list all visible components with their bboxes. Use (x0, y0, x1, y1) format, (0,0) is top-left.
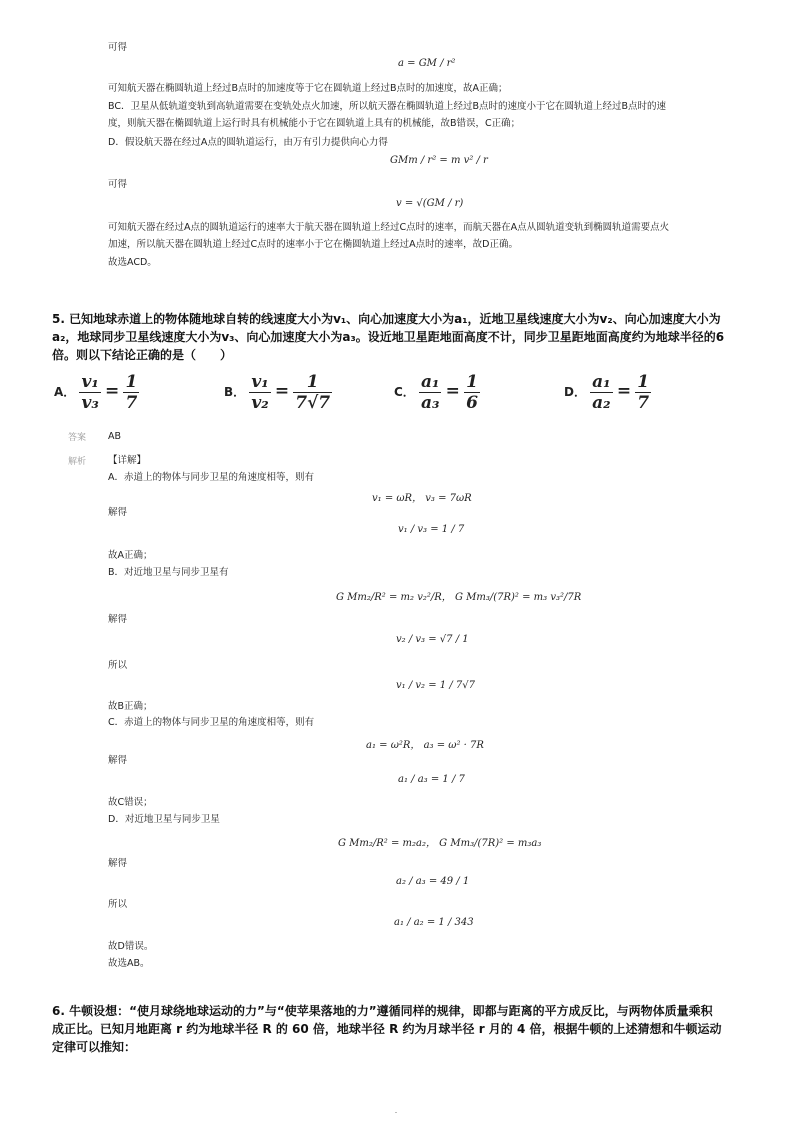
text-line: 故选ACD。 (108, 257, 157, 268)
formula-velocity: v = √(GM / r) (396, 198, 464, 209)
formula-line: G Mm₂/R² = m₂ v₂²/R， G Mm₃/(7R)² = m₃ v₃²/7R (336, 592, 582, 603)
fraction-denominator: v₃ (81, 393, 99, 413)
option-rhs-fraction (464, 372, 480, 413)
option-letter: D． (564, 385, 586, 399)
text-line: A．赤道上的物体与同步卫星的角速度相等，则有 (108, 472, 314, 483)
option-lhs-fraction (590, 372, 612, 413)
text-line: C．赤道上的物体与同步卫星的角速度相等，则有 (108, 717, 315, 728)
answer-value: AB (108, 431, 122, 442)
option-a[interactable] (54, 372, 139, 413)
text-line: 可得 (108, 42, 128, 53)
fraction-numerator: a₁ (421, 372, 440, 392)
option-rhs-fraction (635, 372, 651, 413)
equals-sign: = (105, 381, 120, 401)
option-letter: B． (224, 385, 246, 399)
text-line: 可得 (108, 179, 128, 190)
text-line: 加速，所以航天器在圆轨道上经过C点时的速率小于它在椭圆轨道上经过A点时的速率，故D正确。 (108, 239, 518, 250)
formula-line: v₁ = ωR， v₃ = 7ωR (372, 493, 472, 504)
question-line: 倍。则以下结论正确的是（ ） (52, 348, 233, 362)
text-line: 故A正确； (108, 550, 153, 561)
text-line: 故选AB。 (108, 958, 150, 969)
text-line: 度，则航天器在椭圆轨道上运行时具有机械能小于它在圆轨道上具有的机械能，故B错误，C正确； (108, 118, 521, 129)
fraction-numerator: 1 (637, 372, 650, 392)
answer-label: 答案 (68, 433, 87, 443)
fraction-numerator: a₁ (592, 372, 611, 392)
fraction-denominator: 7 (637, 393, 650, 413)
formula-acceleration: a = GM / r² (398, 58, 456, 69)
question-line: 成正比。已知月地距离 r 约为地球半径 R 的 60 倍，地球半径 R 约为月球半径 r 月的 4 倍，根据牛顿的上述猜想和牛顿运动 (52, 1022, 722, 1036)
text-line: B．对近地卫星与同步卫星有 (108, 567, 229, 578)
question-line: 定律可以推知： (52, 1040, 137, 1054)
question-line: a₂，地球同步卫星线速度大小为v₃、向心加速度大小为a₃。设近地卫星距地面高度不计，同步卫星距地面高度约为地球半径的6 (52, 330, 725, 344)
fraction-numerator: v₁ (81, 372, 99, 392)
text-line: BC．卫星从低轨道变轨到高轨道需要在变轨处点火加速，所以航天器在椭圆轨道上经过B点时的速度小于它在圆轨道上经过B点时的速 (108, 101, 667, 112)
fraction-denominator: v₂ (251, 393, 269, 413)
option-lhs-fraction (79, 372, 100, 413)
text-line: 故B正确； (108, 701, 153, 712)
option-letter: A． (54, 385, 76, 399)
text-line: 解得 (108, 858, 128, 869)
option-d[interactable] (564, 372, 651, 413)
text-line: 所以 (108, 899, 128, 910)
option-rhs-fraction (293, 372, 332, 413)
formula-line: v₂ / v₃ = √7 / 1 (396, 634, 469, 645)
question-5-stem (52, 310, 752, 364)
text-line: 故D错误。 (108, 941, 154, 952)
equals-sign: = (616, 381, 632, 401)
page-mark (395, 1112, 397, 1113)
detail-heading: 【详解】 (108, 455, 147, 466)
text-line: 解得 (108, 614, 128, 625)
text-line: 解得 (108, 507, 128, 518)
fraction-denominator: a₂ (592, 393, 611, 413)
option-rhs-fraction (123, 372, 139, 413)
text-line: D．对近地卫星与同步卫星 (108, 814, 220, 825)
formula-line: v₁ / v₂ = 1 / 7√7 (396, 680, 475, 691)
option-letter: C． (394, 385, 415, 399)
option-lhs-fraction (419, 372, 441, 413)
equals-sign: = (274, 381, 290, 401)
text-line: 可知航天器在经过A点的圆轨道运行的速率大于航天器在圆轨道上经过C点时的速率，而航天器在A点从圆轨道变轨到椭圆轨道需要点火 (108, 222, 670, 233)
question-6-stem (52, 1002, 752, 1056)
formula-line: a₁ = ω²R， a₃ = ω² · 7R (366, 740, 484, 751)
fraction-denominator: 7 (125, 393, 138, 413)
formula-gravity: GMm / r² = m v² / r (390, 155, 488, 166)
fraction-numerator: 1 (125, 372, 138, 392)
option-b[interactable] (224, 372, 332, 413)
text-line: 解得 (108, 755, 128, 766)
text-line: 故C错误； (108, 797, 153, 808)
formula-line: a₂ / a₃ = 49 / 1 (396, 876, 470, 887)
text-line: D．假设航天器在经过A点的圆轨道运行，由万有引力提供向心力得 (108, 137, 388, 148)
analysis-label: 解析 (68, 457, 87, 467)
formula-line: G Mm₂/R² = m₂a₂， G Mm₃/(7R)² = m₃a₃ (338, 838, 542, 849)
fraction-numerator: 1 (293, 372, 332, 393)
equals-sign: = (445, 381, 460, 401)
fraction-denominator: a₃ (421, 393, 440, 413)
formula-line: v₁ / v₃ = 1 / 7 (398, 524, 465, 535)
fraction-numerator: v₁ (251, 372, 269, 392)
option-c[interactable] (394, 372, 480, 413)
formula-line: a₁ / a₃ = 1 / 7 (398, 774, 465, 785)
formula-line: a₁ / a₂ = 1 / 343 (394, 917, 474, 928)
question-line: 5. 已知地球赤道上的物体随地球自转的线速度大小为v₁、向心加速度大小为a₁，近地卫星线速度大小为v₂、向心加速度大小为 (52, 312, 721, 326)
text-line: 所以 (108, 660, 128, 671)
fraction-denominator: 7√7 (295, 393, 331, 413)
question-line: 6. 牛顿设想：“使月球绕地球运动的力”与“使苹果落地的力”遵循同样的规律，即都与距离的平方成反比，与两物体质量乘积 (52, 1004, 713, 1018)
fraction-denominator: 6 (466, 393, 478, 413)
fraction-numerator: 1 (466, 372, 478, 392)
text-line: 可知航天器在椭圆轨道上经过B点时的加速度等于它在圆轨道上经过B点时的加速度，故A正确； (108, 83, 508, 94)
option-lhs-fraction (249, 372, 270, 413)
